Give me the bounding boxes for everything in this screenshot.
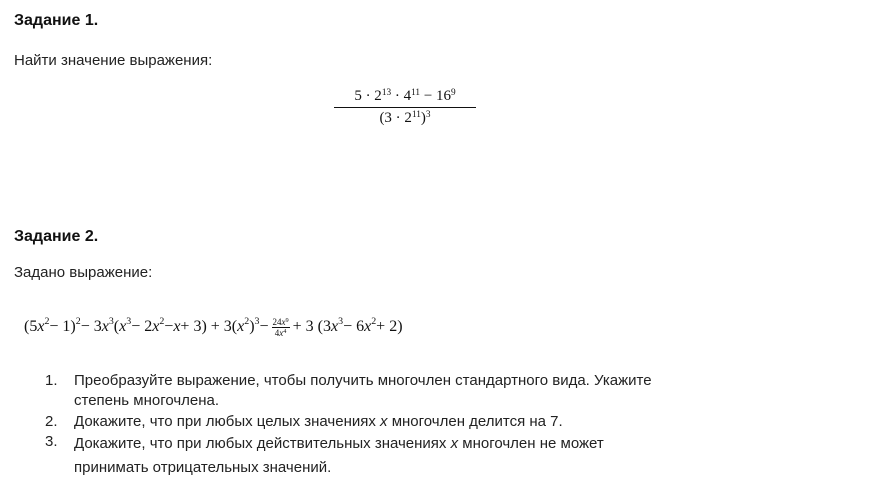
task2-heading: Задание 2. [14, 228, 99, 245]
list-number: 3. [45, 433, 58, 450]
list-item-text: Докажите, что при любых целых значениях x многочлен делится на 7. [74, 413, 563, 430]
list-number: 2. [45, 413, 58, 430]
list-number: 1. [45, 372, 58, 389]
task1-numerator: $5 \cdot 2^{13} \cdot 4^{11} - 16^9$ [354, 87, 456, 104]
task1-fraction [334, 88, 476, 127]
list-item [45, 432, 865, 476]
list-item [45, 412, 865, 432]
task1-denominator: $(3 \cdot 2^{11})^3$ [379, 109, 431, 126]
task1-prompt: Найти значение выражения: [14, 52, 213, 69]
list-item-text: Преобразуйте выражение, чтобы получить многочлен стандартного вида. Укажите степень многочлена. [74, 372, 652, 409]
task1-heading: Задание 1. [14, 12, 99, 29]
small-fraction: $\frac{24x^9}{4x^4}$ [272, 316, 289, 338]
list-item-text: Докажите, что при любых действительных значениях x многочлен не может принимать отрицательных значений. [74, 435, 604, 476]
task2-expression: (5 x $^2$ − 1) $^2$ − 3 x $^3$ ( x $^3$ − 2 x $^2$ − x + 3) + 3( x $^2$ ) $^3$ − $\frac{24x^9}{4x^4}$ + 3 (3 x $^3$ − 6 x $^2$ + 2) [24, 315, 403, 338]
list-item [45, 371, 865, 411]
task2-prompt: Задано выражение: [14, 264, 153, 281]
